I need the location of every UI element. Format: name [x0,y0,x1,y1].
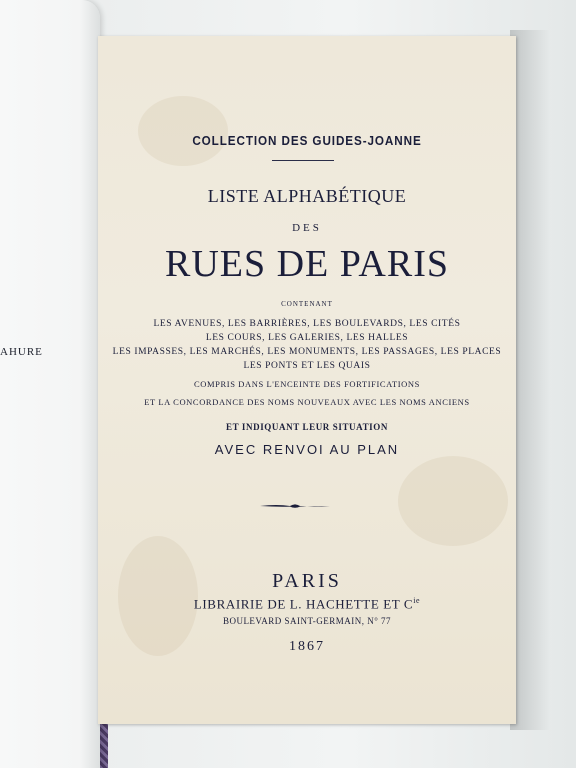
compris-line: COMPRIS DANS L'ENCEINTE DES FORTIFICATIONS [194,379,420,389]
subtitle-des: DES [292,222,322,234]
ornament-rule [260,501,330,511]
contents-line: LES COURS, LES GALERIES, LES HALLES [205,333,409,343]
indiquant-line: ET INDIQUANT LEUR SITUATION [226,422,388,432]
series-title: COLLECTION DES GUIDES-JOANNE [192,133,422,148]
concordance-line: ET LA CONCORDANCE DES NOMS NOUVEAUX AVEC LES NOMS ANCIENS [144,397,470,407]
contents-line: LES AVENUES, LES BARRIÈRES, LES BOULEVARDS, LES CITÉS [153,319,461,329]
publisher-superscript: ie [413,596,421,605]
left-page-text-fragment: AHURE [0,346,43,358]
title-rule [272,160,334,161]
imprint-address: BOULEVARD SAINT-GERMAIN, N° 77 [222,616,392,626]
publisher-name: LIBRAIRIE DE L. HACHETTE ET C [193,596,414,612]
imprint-city: PARIS [272,570,342,592]
title-page [98,36,516,724]
imprint-year: 1867 [289,639,325,654]
main-title: RUES DE PARIS [164,243,449,285]
paper-foxing [398,456,508,546]
contents-line: LES PONTS ET LES QUAIS [243,361,371,371]
contents-line: LES IMPASSES, LES MARCHÉS, LES MONUMENTS, LES PASSAGES, LES PLACES [112,347,502,357]
subtitle-liste: LISTE ALPHABÉTIQUE [207,186,407,206]
renvoi-line: AVEC RENVOI AU PLAN [214,442,400,457]
paper-foxing [138,96,228,166]
left-page [0,0,100,768]
contenant-label: CONTENANT [281,300,333,308]
imprint-publisher [98,596,516,612]
book-shadow [510,30,550,730]
